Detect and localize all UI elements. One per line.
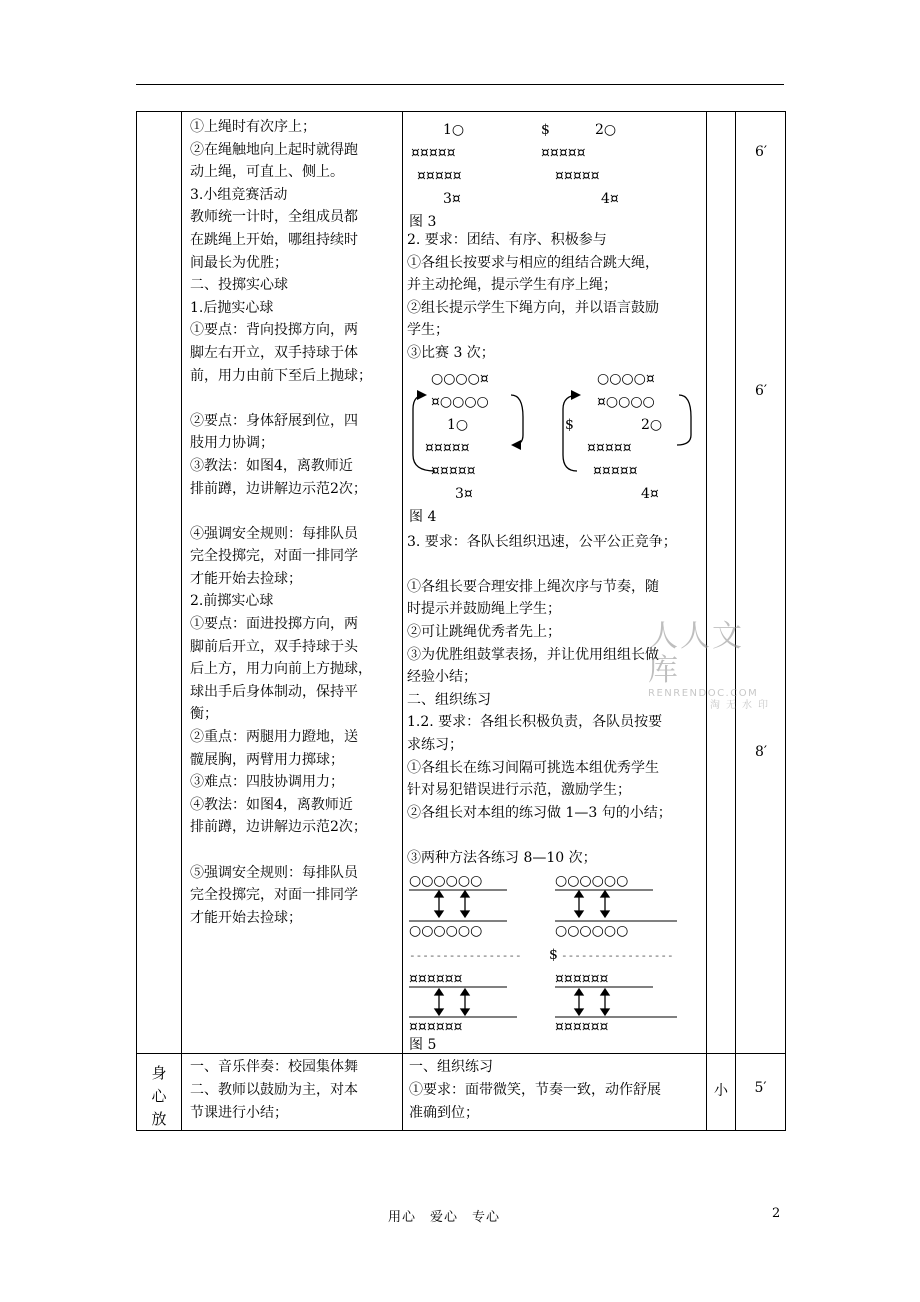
fig3-group-3: 3¤ bbox=[443, 191, 461, 207]
fig5-top-right: ○○○○○○ bbox=[555, 873, 629, 890]
fig4-right-top2: ¤○○○○ bbox=[597, 393, 655, 410]
relax-org-line-2: ①要求：面带微笑，节奏一致，动作舒展 bbox=[409, 1082, 661, 1099]
requirement-line: 二、组织练习 bbox=[407, 691, 491, 708]
content-line bbox=[190, 500, 396, 523]
figure-5 bbox=[407, 869, 703, 1051]
fig5-caption: 图 5 bbox=[409, 1037, 437, 1052]
content-line: 排前蹲，边讲解边示范2次； bbox=[190, 819, 367, 836]
fig3-group-2: 2○ bbox=[595, 122, 617, 138]
fig4-left-top2: ¤○○○○ bbox=[431, 393, 489, 410]
relax-organization-cell bbox=[403, 1054, 707, 1131]
figure-4 bbox=[407, 365, 703, 531]
fig4-left-top1: ○○○○¤ bbox=[431, 370, 489, 387]
content-line: ③难点：四肢协调用力； bbox=[190, 774, 344, 791]
fig3-teacher-mark: $ bbox=[541, 122, 550, 138]
content-line: 才能开始去捡球； bbox=[190, 570, 302, 587]
watermark bbox=[648, 619, 774, 711]
content-line: 间最长为优胜； bbox=[190, 254, 288, 271]
content-line: 动上绳，可直上、侧上。 bbox=[190, 164, 344, 181]
organization-cell bbox=[403, 112, 707, 1054]
fig4-group-4: 4¤ bbox=[641, 485, 659, 502]
content-line: 衡； bbox=[190, 706, 218, 723]
fig5-mid-right: ○○○○○○ bbox=[555, 923, 629, 940]
requirement-line: 3. 要求：各队长组织迅速，公平公正竞争； bbox=[407, 533, 677, 550]
requirement-line: 求练习； bbox=[407, 736, 463, 753]
section-char-2: 心 bbox=[151, 1087, 167, 1106]
time-mark-3: 8′ bbox=[754, 744, 768, 760]
requirement-line: 学生； bbox=[407, 322, 449, 339]
content-line: 教师统一计时，全组成员都 bbox=[190, 209, 358, 226]
fig5-bot-right: ¤¤¤¤¤¤ bbox=[555, 1019, 609, 1036]
relax-content-line-2: 二、教师以鼓励为主，对本 bbox=[190, 1082, 358, 1099]
fig5-low-right: ¤¤¤¤¤¤ bbox=[555, 971, 609, 988]
fig5-top-left: ○○○○○○ bbox=[409, 873, 483, 890]
content-line: 二、投掷实心球 bbox=[190, 277, 288, 294]
intensity-value: 小 bbox=[714, 1083, 728, 1100]
fig3-row-a-right: ¤¤¤¤¤ bbox=[541, 145, 586, 161]
time-mark-1: 6′ bbox=[754, 144, 768, 160]
requirement-line: 1.2. 要求：各组长积极负责，各队员按要 bbox=[407, 714, 663, 731]
fig5-low-left: ¤¤¤¤¤¤ bbox=[409, 971, 463, 988]
requirement-line: ①各组长在练习间隔可挑选本组优秀学生 bbox=[407, 759, 659, 776]
requirement-line: ②可让跳绳优秀者先上； bbox=[407, 623, 561, 640]
fig4-center-mark: $ bbox=[565, 416, 574, 433]
fig3-row-b-right: ¤¤¤¤¤ bbox=[555, 168, 600, 184]
requirement-line: ③两种方法各练习 8—10 次； bbox=[407, 849, 597, 866]
fig5-divider-right: ----------------- bbox=[561, 949, 674, 963]
requirement-line: 针对易犯错误进行示范，激励学生； bbox=[407, 782, 631, 799]
fig4-right-bot1: ¤¤¤¤¤ bbox=[587, 439, 632, 456]
fig3-row-b-left: ¤¤¤¤¤ bbox=[417, 168, 462, 184]
time-mark-2: 6′ bbox=[754, 383, 768, 399]
content-line: ⑤强调安全规则：每排队员 bbox=[190, 864, 358, 881]
content-line: 3.小组竞赛活动 bbox=[190, 186, 288, 203]
section-cell-relax bbox=[137, 1054, 182, 1131]
content-lines bbox=[182, 112, 402, 931]
fig3-group-4: 4¤ bbox=[601, 191, 619, 207]
requirement-line: 时提示并鼓励绳上学生； bbox=[407, 601, 561, 618]
fig5-divider-center: $ bbox=[549, 947, 558, 964]
fig4-right-top1: ○○○○¤ bbox=[597, 370, 655, 387]
content-line: 球出手后身体制动，保持平 bbox=[190, 683, 358, 700]
intensity-cell-empty bbox=[707, 112, 736, 1054]
fig5-arrows-bottom bbox=[435, 989, 609, 1015]
content-line: ①要点：背向投掷方向，两 bbox=[190, 322, 358, 339]
content-line: ③教法：如图4，离教师近 bbox=[190, 457, 353, 474]
fig4-left-mid: 1○ bbox=[447, 416, 469, 433]
section-cell-empty bbox=[137, 112, 182, 1054]
content-line: 前，用力由前下至后上抛球； bbox=[190, 367, 372, 384]
requirement-line: 2. 要求：团结、有序、积极参与 bbox=[407, 232, 607, 248]
fig5-arrows-top bbox=[435, 891, 609, 917]
relax-content-cell bbox=[182, 1054, 403, 1131]
relax-content-line-3: 节课进行小结； bbox=[190, 1104, 288, 1121]
fig4-right-loop-right bbox=[677, 395, 691, 445]
fig4-left-bot1: ¤¤¤¤¤ bbox=[425, 439, 470, 456]
fig3-caption: 图 3 bbox=[409, 214, 437, 229]
content-line: 排前蹲，边讲解边示范2次； bbox=[190, 480, 367, 497]
requirement-line: ③比赛 3 次； bbox=[407, 344, 495, 361]
requirement-line: ①各组长要合理安排上绳次序与节奏，随 bbox=[407, 578, 659, 595]
content-line: 才能开始去捡球； bbox=[190, 909, 302, 926]
content-cell bbox=[182, 112, 403, 1054]
requirement-line bbox=[407, 553, 702, 576]
relax-org-line-3: 准确到位； bbox=[409, 1104, 479, 1121]
fig4-group-3: 3¤ bbox=[455, 485, 473, 502]
content-line: ②重点：两腿用力蹬地，送 bbox=[190, 729, 358, 746]
fig4-left-loop-right bbox=[511, 395, 523, 445]
content-line: 完全投掷完，对面一排同学 bbox=[190, 887, 358, 904]
watermark-main: 人人文库 bbox=[648, 619, 744, 688]
section-char-3: 放 bbox=[151, 1109, 167, 1128]
relax-time-cell bbox=[736, 1054, 786, 1131]
fig3-group-1: 1○ bbox=[443, 122, 465, 138]
requirements-block-a bbox=[407, 229, 702, 365]
content-line: 2.前掷实心球 bbox=[190, 593, 274, 610]
content-line: ②在绳触地向上起时就得跑 bbox=[190, 141, 358, 158]
content-line: 完全投掷完，对面一排同学 bbox=[190, 548, 358, 565]
requirement-line: ①各组长按要求与相应的组结合跳大绳， bbox=[407, 254, 659, 271]
fig4-right-bot2: ¤¤¤¤¤ bbox=[593, 462, 638, 479]
requirement-line: ②各组长对本组的练习做 1—3 句的小结； bbox=[407, 804, 672, 821]
content-line: 髋展胸，两臂用力掷球； bbox=[190, 751, 344, 768]
relaxation-row bbox=[137, 1054, 786, 1131]
requirement-line: ②组长提示学生下绳方向，并以语言鼓励 bbox=[407, 299, 659, 316]
fig4-right-mid: 2○ bbox=[641, 416, 663, 433]
content-line: ②要点：身体舒展到位，四 bbox=[190, 412, 358, 429]
fig3-row-a-left: ¤¤¤¤¤ bbox=[411, 145, 456, 161]
content-line: 后上方，用力向前上方抛球， bbox=[190, 661, 372, 678]
requirement-line: 并主动抡绳，提示学生有序上绳； bbox=[407, 277, 617, 294]
section-char-1: 身 bbox=[151, 1064, 167, 1083]
time-cell bbox=[736, 112, 786, 1054]
main-row bbox=[137, 112, 786, 1054]
content-line: 脚左右开立，双手持球于体 bbox=[190, 344, 358, 361]
content-line: 肢用力协调； bbox=[190, 435, 274, 452]
content-line: 脚前后开立，双手持球于头 bbox=[190, 638, 358, 655]
header-rule bbox=[136, 84, 784, 85]
content-line bbox=[190, 387, 396, 410]
fig5-divider-left: ----------------- bbox=[409, 949, 522, 963]
page-number: 2 bbox=[772, 1206, 781, 1221]
content-line: ①要点：面进投掷方向，两 bbox=[190, 616, 358, 633]
content-line: ④强调安全规则：每排队员 bbox=[190, 525, 358, 542]
requirement-line: ③为优胜组鼓掌表扬，并让优用组组长做 bbox=[407, 646, 659, 663]
content-line: ④教法：如图4，离教师近 bbox=[190, 796, 353, 813]
fig4-left-bot2: ¤¤¤¤¤ bbox=[431, 462, 476, 479]
relax-time-value: 5′ bbox=[754, 1080, 767, 1097]
content-line: 在跳绳上开始，哪组持续时 bbox=[190, 231, 358, 248]
relax-intensity-cell bbox=[707, 1054, 736, 1131]
footer-motto: 用心 爱心 专心 bbox=[388, 1210, 501, 1225]
requirement-line: 经验小结； bbox=[407, 669, 477, 686]
relax-org-line-1: 一、组织练习 bbox=[409, 1059, 493, 1076]
content-line: 1.后抛实心球 bbox=[190, 299, 274, 316]
fig5-mid-left: ○○○○○○ bbox=[409, 923, 483, 940]
figure-3 bbox=[407, 116, 703, 229]
requirement-line bbox=[407, 824, 702, 847]
content-line: ①上绳时有次序上； bbox=[190, 119, 316, 135]
relax-content-line-1: 一、音乐伴奏：校园集体舞 bbox=[190, 1059, 358, 1076]
fig5-bot-left: ¤¤¤¤¤¤ bbox=[409, 1019, 463, 1036]
fig4-right-loop-left bbox=[563, 395, 579, 471]
watermark-sub: RENRENDOC.COM bbox=[648, 688, 759, 699]
fig4-caption: 图 4 bbox=[409, 508, 437, 525]
watermark-sub2: 淘无水印 bbox=[710, 700, 774, 711]
content-line bbox=[190, 839, 396, 862]
